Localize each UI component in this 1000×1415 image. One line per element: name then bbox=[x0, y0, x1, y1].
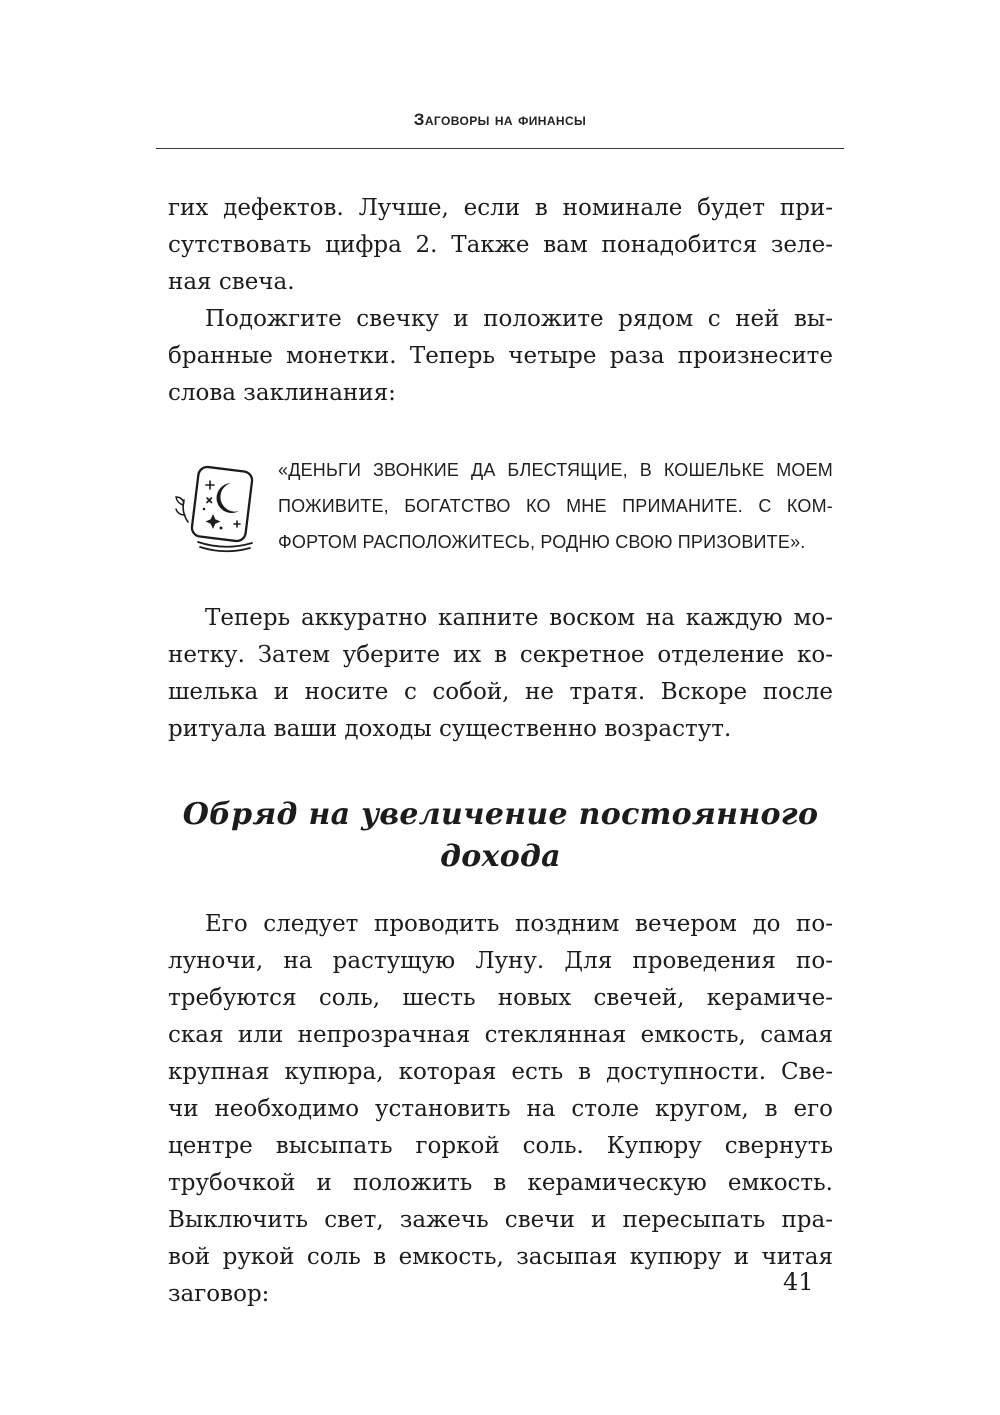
text-line: ПОЖИВИТЕ, БОГАТСТВО КО МНЕ ПРИМАНИТЕ. С КОМ- bbox=[278, 496, 833, 516]
running-header-title: Заговоры на финансы bbox=[413, 110, 587, 129]
text-line: чи необходимо установить на столе кругом, в его bbox=[168, 1096, 833, 1122]
spell-quote-block bbox=[168, 452, 833, 572]
text-line: ская или непрозрачная стеклянная емкость, самая bbox=[168, 1022, 833, 1048]
text-line: центре высыпать горкой соль. Купюру свернуть bbox=[168, 1133, 833, 1159]
text-line: Подожгите свечку и положите рядом с ней вы- bbox=[205, 306, 833, 332]
text-line: Теперь аккуратно капните воском на каждую мо- bbox=[205, 605, 833, 631]
text-line: трубочкой и положить в керамическую емкость. bbox=[168, 1170, 833, 1196]
paragraph-income-ritual bbox=[168, 906, 833, 1313]
text-line: Его следует проводить поздним вечером до по- bbox=[205, 911, 833, 937]
open-book-moon-stars-icon bbox=[174, 460, 262, 560]
text-line: крупная купюра, которая есть в доступности. Све- bbox=[168, 1059, 833, 1085]
text-line: слова заклинания: bbox=[168, 380, 396, 406]
text-line: «ДЕНЬГИ ЗВОНКИЕ ДА БЛЕСТЯЩИЕ, В КОШЕЛЬКЕ МОЕМ bbox=[278, 460, 833, 480]
text-line: вой рукой соль в емкость, засыпая купюру и читая bbox=[168, 1244, 833, 1270]
text-line: гих дефектов. Лучше, если в номинале будет при- bbox=[168, 195, 833, 221]
quote-icon-box bbox=[168, 452, 278, 572]
text-line: шелька и носите с собой, не тратя. Вскоре после bbox=[168, 679, 833, 705]
text-line: луночи, на растущую Луну. Для проведения по- bbox=[168, 948, 833, 974]
page-body-text bbox=[168, 190, 833, 1313]
paragraph-wax-ritual bbox=[168, 600, 833, 748]
spell-quote-text bbox=[278, 452, 833, 572]
paragraph-continuation bbox=[168, 190, 833, 301]
text-line: сутствовать цифра 2. Также вам понадобится зеле- bbox=[168, 232, 833, 258]
section-heading: Обряд на увеличение постоянного дохода bbox=[182, 797, 819, 874]
header-rule bbox=[156, 148, 844, 149]
text-line: заговор: bbox=[168, 1281, 270, 1307]
paragraph-instructions bbox=[168, 301, 833, 412]
text-line: требуются соль, шесть новых свечей, керамиче- bbox=[168, 985, 833, 1011]
text-line: бранные монетки. Теперь четыре раза произнесите bbox=[168, 343, 833, 369]
page-number: 41 bbox=[783, 1268, 814, 1296]
text-line: Выключить свет, зажечь свечи и пересыпать пра- bbox=[168, 1207, 833, 1233]
text-line: ная свеча. bbox=[168, 269, 295, 295]
text-line: нетку. Затем уберите их в секретное отделение ко- bbox=[168, 642, 833, 668]
text-line: ФОРТОМ РАСПОЛОЖИТЕСЬ, РОДНЮ СВОЮ ПРИЗОВИТЕ». bbox=[278, 532, 806, 552]
text-line: ритуала ваши доходы существенно возрастут. bbox=[168, 716, 732, 742]
